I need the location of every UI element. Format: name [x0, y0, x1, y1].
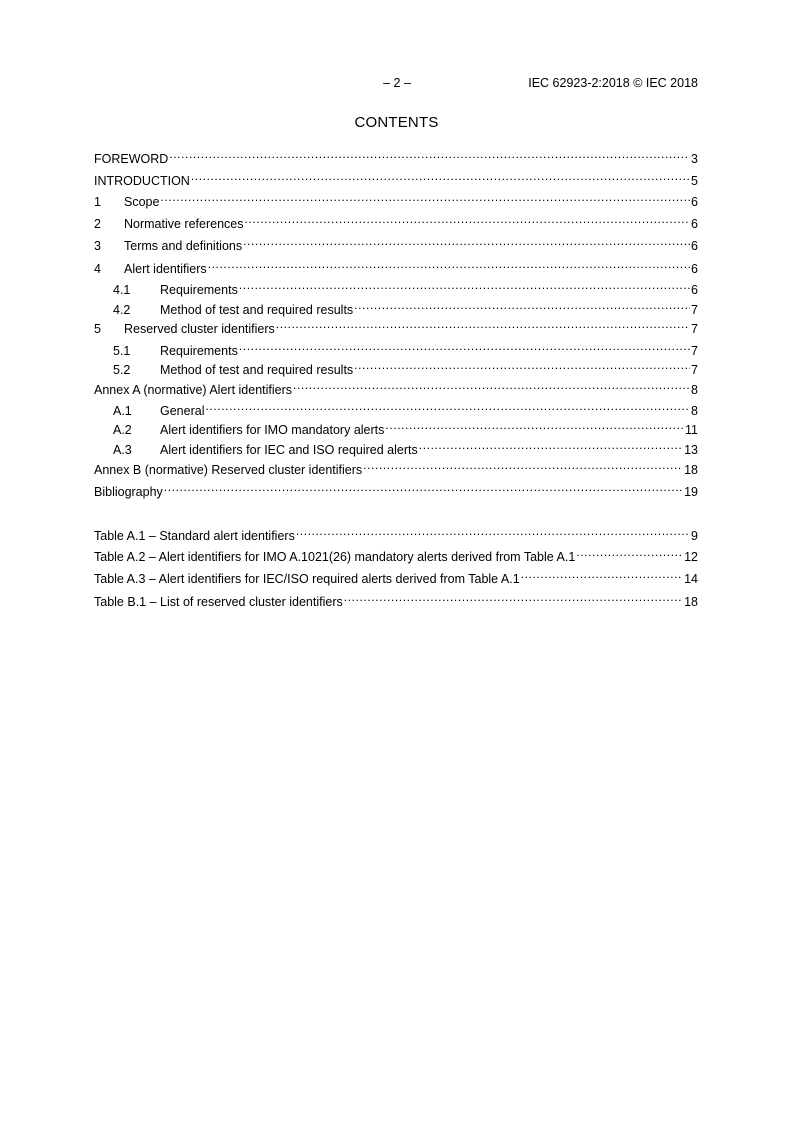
toc-entry[interactable] — [113, 338, 698, 358]
toc-entry-page-number: 19 — [684, 485, 698, 499]
toc-entry[interactable] — [94, 146, 698, 166]
toc-entry-label: Terms and definitions — [124, 239, 243, 253]
toc-entry-page-number: 18 — [684, 595, 698, 609]
toc-entry[interactable] — [94, 189, 698, 209]
toc-entry[interactable] — [94, 479, 698, 499]
toc-entry-label: Normative references — [124, 217, 244, 231]
dot-leader — [245, 211, 691, 228]
toc-entry-label: Requirements — [160, 344, 238, 358]
toc-entry-number: 2 — [94, 217, 101, 231]
toc-entry-label: Alert identifiers — [124, 262, 207, 276]
toc-entry-number: 5.2 — [113, 363, 131, 377]
toc-entry-label: General — [160, 404, 205, 418]
toc-entry-page-number: 8 — [691, 383, 698, 397]
toc-entry-label: INTRODUCTION — [94, 174, 190, 188]
list-of-tables-entry[interactable] — [94, 523, 698, 543]
toc-entry-label: Reserved cluster identifiers — [124, 322, 275, 336]
dot-leader — [576, 544, 683, 561]
page-number: – 2 – — [383, 76, 411, 90]
toc-entry-page-number: 12 — [684, 550, 698, 564]
toc-entry-label: Table B.1 – List of reserved cluster identifiers — [94, 595, 343, 609]
toc-entry[interactable] — [94, 168, 698, 188]
toc-entry-label: Table A.1 – Standard alert identifiers — [94, 529, 295, 543]
toc-entry[interactable] — [94, 316, 698, 336]
dot-leader — [208, 256, 690, 273]
document-id: IEC 62923-2:2018 © IEC 2018 — [528, 76, 698, 90]
toc-entry[interactable] — [94, 211, 698, 231]
toc-entry-page-number: 9 — [691, 529, 698, 543]
dot-leader — [363, 457, 683, 474]
dot-leader — [160, 189, 690, 206]
toc-entry-label: Method of test and required results — [160, 303, 354, 317]
toc-entry[interactable] — [113, 277, 698, 297]
toc-entry-label: Alert identifiers for IMO mandatory alerts — [160, 423, 385, 437]
toc-entry-label: FOREWORD — [94, 152, 169, 166]
dot-leader — [169, 146, 690, 163]
toc-entry-number: 4.2 — [113, 303, 131, 317]
page-header — [0, 76, 793, 92]
dot-leader — [296, 523, 690, 540]
list-of-tables-entry[interactable] — [94, 589, 698, 609]
toc-entry[interactable] — [113, 398, 698, 418]
toc-entry[interactable] — [113, 417, 698, 437]
toc-entry-page-number: 7 — [691, 344, 698, 358]
toc-entry-page-number: 6 — [691, 195, 698, 209]
toc-entry-label: Method of test and required results — [160, 363, 354, 377]
list-of-tables-entry[interactable] — [94, 566, 698, 586]
dot-leader — [521, 566, 683, 583]
toc-entry[interactable] — [94, 377, 698, 397]
contents-title: CONTENTS — [354, 114, 439, 131]
toc-entry-number: A.3 — [113, 443, 132, 457]
toc-entry-page-number: 7 — [691, 363, 698, 377]
dot-leader — [354, 297, 690, 314]
toc-entry-number: 5 — [94, 322, 101, 336]
toc-entry-number: 4.1 — [113, 283, 131, 297]
toc-entry-number: 5.1 — [113, 344, 131, 358]
toc-entry-page-number: 8 — [691, 404, 698, 418]
list-of-tables-entry[interactable] — [94, 544, 698, 564]
toc-entry-label: Scope — [124, 195, 160, 209]
toc-entry-page-number: 18 — [684, 463, 698, 477]
toc-entry[interactable] — [113, 357, 698, 377]
toc-entry-page-number: 3 — [691, 152, 698, 166]
toc-entry-page-number: 11 — [685, 423, 698, 437]
dot-leader — [239, 277, 690, 294]
toc-entry-page-number: 6 — [691, 262, 698, 276]
toc-entry-label: Table A.3 – Alert identifiers for IEC/ISO required alerts derived from Table A.1 — [94, 572, 520, 586]
dot-leader — [293, 377, 690, 394]
toc-entry-number: A.2 — [113, 423, 132, 437]
toc-entry-page-number: 6 — [691, 239, 698, 253]
toc-entry-label: Alert identifiers for IEC and ISO required alerts — [160, 443, 418, 457]
dot-leader — [276, 316, 690, 333]
dot-leader — [243, 233, 690, 250]
toc-entry-label: Bibliography — [94, 485, 163, 499]
toc-entry-page-number: 5 — [691, 174, 698, 188]
toc-entry-page-number: 14 — [684, 572, 698, 586]
toc-entry-page-number: 13 — [684, 443, 698, 457]
toc-entry-label: Annex B (normative) Reserved cluster identifiers — [94, 463, 363, 477]
toc-entry[interactable] — [113, 437, 698, 457]
toc-entry[interactable] — [113, 297, 698, 317]
toc-entry-page-number: 6 — [691, 283, 698, 297]
dot-leader — [344, 589, 683, 606]
dot-leader — [205, 398, 690, 415]
dot-leader — [354, 357, 690, 374]
toc-entry[interactable] — [94, 457, 698, 477]
dot-leader — [164, 479, 683, 496]
toc-entry-page-number: 7 — [691, 303, 698, 317]
dot-leader — [191, 168, 690, 185]
toc-entry-label: Table A.2 – Alert identifiers for IMO A.1021(26) mandatory alerts derived from Table A.1 — [94, 550, 576, 564]
toc-entry-number: 3 — [94, 239, 101, 253]
toc-entry[interactable] — [94, 256, 698, 276]
dot-leader — [239, 338, 690, 355]
toc-entry[interactable] — [94, 233, 698, 253]
dot-leader — [419, 437, 683, 454]
toc-entry-page-number: 7 — [691, 322, 698, 336]
toc-entry-page-number: 6 — [691, 217, 698, 231]
toc-entry-number: A.1 — [113, 404, 132, 418]
toc-entry-label: Requirements — [160, 283, 238, 297]
toc-entry-label: Annex A (normative) Alert identifiers — [94, 383, 293, 397]
dot-leader — [385, 417, 684, 434]
toc-entry-number: 4 — [94, 262, 101, 276]
toc-entry-number: 1 — [94, 195, 101, 209]
